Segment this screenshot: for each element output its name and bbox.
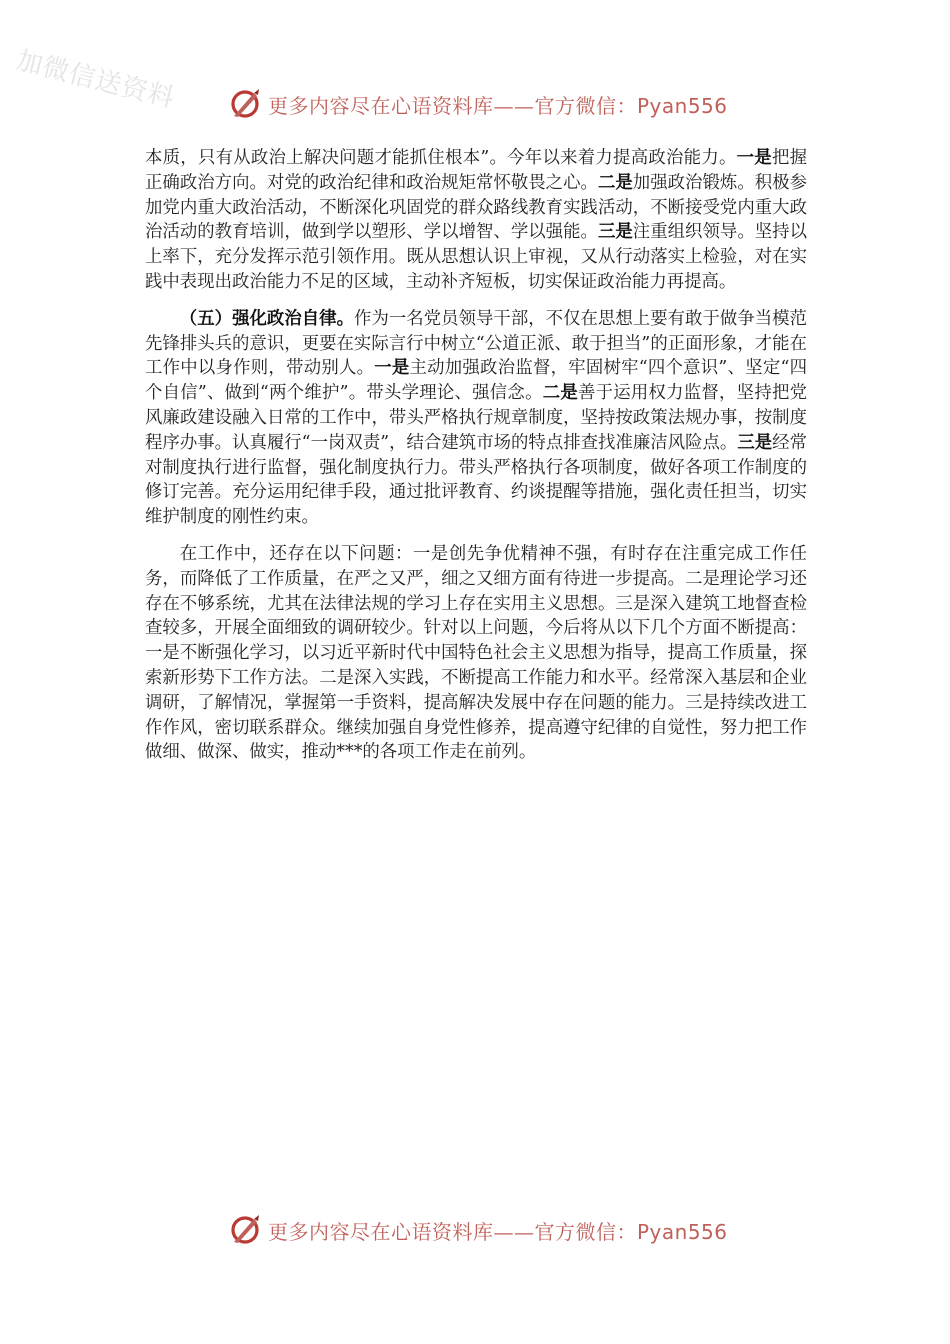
- bold-run: 一是: [736, 148, 772, 168]
- bold-run: 二是: [597, 172, 633, 193]
- text-run: 经常对制度执行进行监督，强化制度执行力。带头严格执行各项制度，做好各项工作制度的修订完善。充分运用纪律手段，通过批评教育、约谈提醒等措施，强化责任担当，切实维护制度的刚性约束。: [145, 432, 807, 528]
- document-body: [145, 146, 807, 777]
- text-run: 注重组织领导。坚持以上率下，充分发挥示范引领作用。既从思想认识上审视，又从行动落实上检验，对在实践中表现出政治能力不足的区域，主动补齐短板，切实保证政治能力再提高。: [145, 222, 807, 292]
- banner-text: [268, 1216, 728, 1245]
- bold-run: 三是: [737, 432, 773, 453]
- text-run: 作为一名党员领导干部，不仅在思想上要有敢于做争当模范先锋排头兵的意识，更要在实际言行中树立“公道正派、敢于担当”的正面形象，才能在工作中以身作则，带动别人。: [145, 308, 807, 379]
- banner-label: 更多内容尽在心语资料库——官方微信：: [268, 93, 637, 118]
- text-run: 主动加强政治监督，牢固树牢“四个意识”、坚定“四个自信”、做到“两个维护”。带头学理论、强信念。: [145, 358, 807, 404]
- text-run: 善于运用权力监督，坚持把党风廉政建设融入日常的工作中，带头严格执行规章制度，坚持按政策法规办事，按制度程序办事。认真履行“一岗双责”，结合建筑市场的特点排查找准廉洁风险点。: [145, 383, 807, 453]
- paragraph: [145, 307, 807, 530]
- paragraph: [145, 542, 807, 765]
- banner-label: 更多内容尽在心语资料库——官方微信：: [268, 1219, 637, 1244]
- watermark-text: 加微信送资料: [13, 45, 178, 115]
- bold-run: （五）强化政治自律。: [179, 308, 355, 329]
- bold-run: 三是: [597, 222, 633, 243]
- footer-banner: [228, 1212, 728, 1248]
- text-run: 把握正确政治方向。对党的政治纪律和政治规矩常怀敬畏之心。: [145, 148, 807, 193]
- wechat-id: Pyan556: [637, 93, 728, 118]
- banner-text: [268, 90, 728, 119]
- wechat-id: Pyan556: [637, 1219, 728, 1244]
- header-banner: [228, 86, 728, 122]
- quill-pen-circle-icon: [228, 87, 262, 121]
- text-run: 加强政治锻炼。积极参加党内重大政治活动，不断深化巩固党的群众路线教育实践活动，不断接受党内重大政治活动的教育培训，做到学以塑形、学以增智、学以强能。: [145, 172, 807, 243]
- bold-run: 二是: [542, 383, 578, 404]
- quill-pen-circle-icon: [228, 1213, 262, 1247]
- text-run: 在工作中，还存在以下问题：一是创先争优精神不强，有时存在注重完成工作任务，而降低了工作质量，在严之又严，细之又细方面有待进一步提高。二是理论学习还存在不够系统，尤其在法律法规的学习上存在实用主义思想。三是深入建筑工地督查检查较多，开展全面细致的调研较少。针对以上问题，今后将从以下几个方面不断提高：一是不断强化学习，以习近平新时代中国特色社会主义思想为指导，提高工作质量，探索新形势下工作方法。二是深入实践，不断提高工作能力和水平。经常深入基层和企业调研，了解情况，掌握第一手资料，提高解决发展中存在问题的能力。三是持续改进工作作风，密切联系群众。继续加强自身党性修养，提高遵守纪律的自觉性，努力把工作做细、做深、做实，推动***的各项工作走在前列。: [145, 543, 807, 763]
- paragraph: [145, 146, 807, 295]
- bold-run: 一是: [374, 358, 410, 379]
- text-run: 本质，只有从政治上解决问题才能抓住根本”。今年以来着力提高政治能力。: [145, 148, 737, 168]
